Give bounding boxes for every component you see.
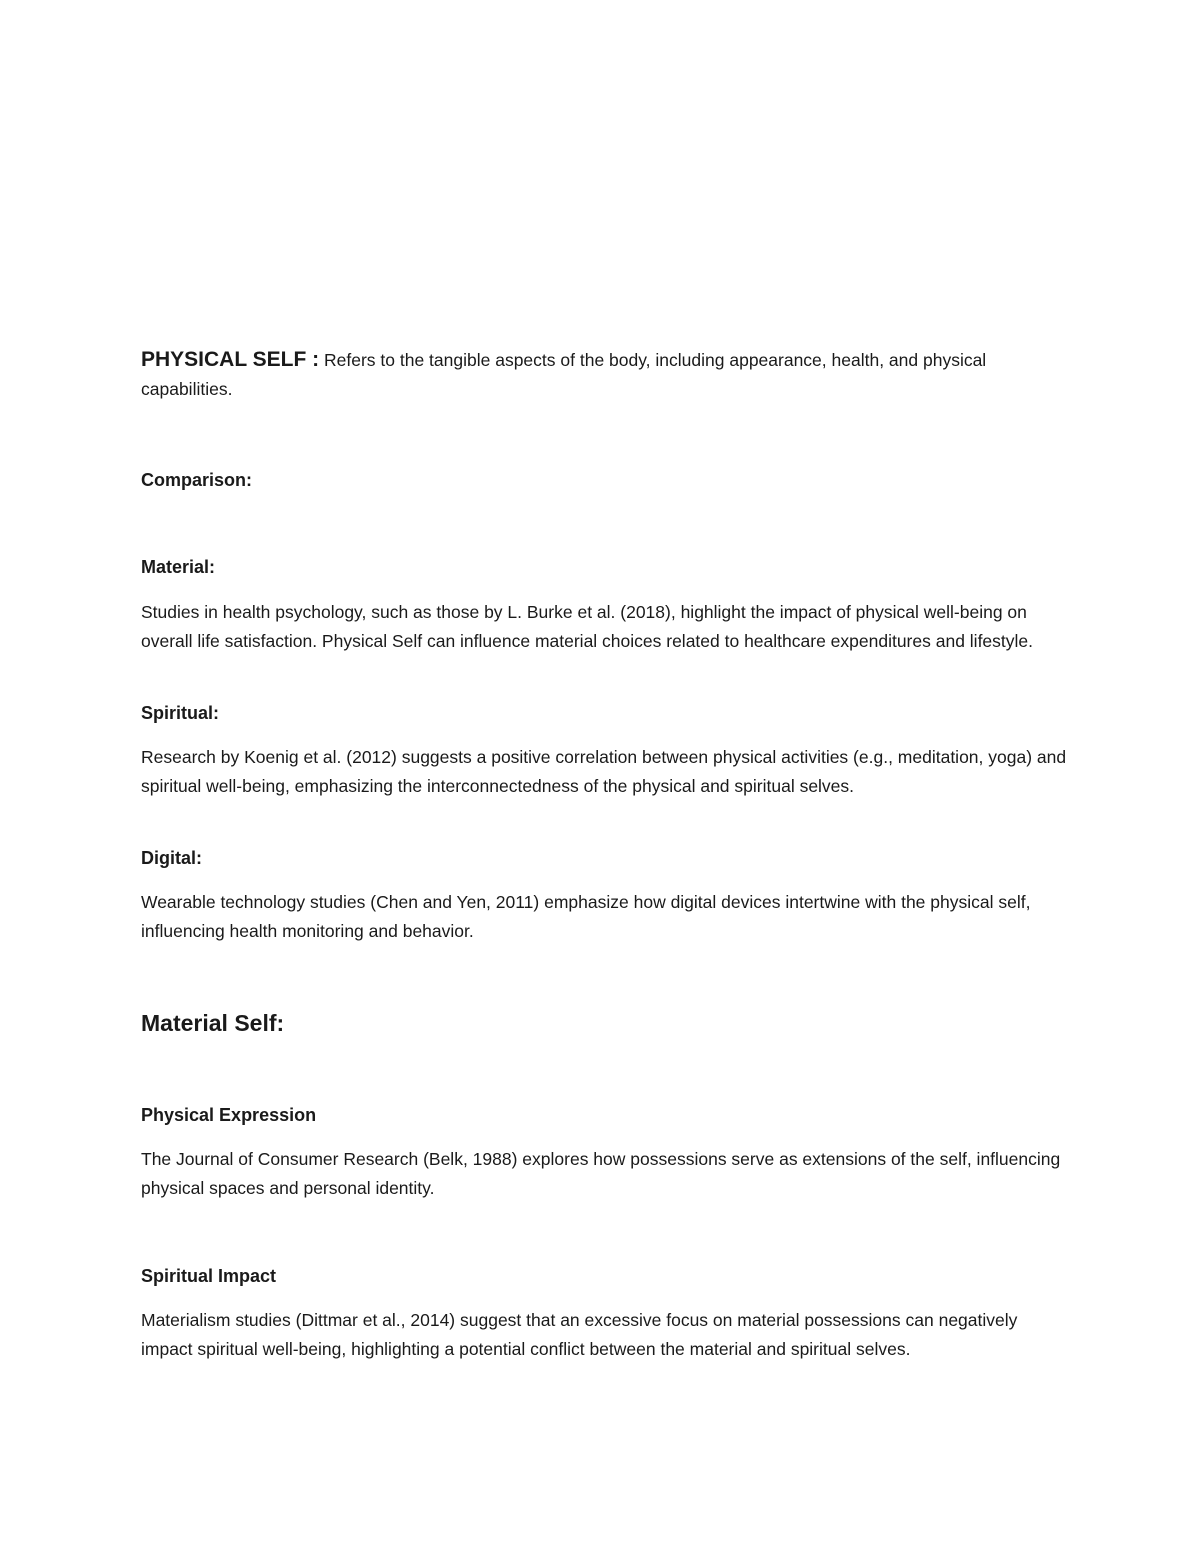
material-self-title-block bbox=[141, 1008, 1071, 1038]
physical-self-paragraph bbox=[141, 346, 1071, 403]
material-heading: Material: bbox=[141, 557, 216, 577]
physical-self-intro bbox=[141, 346, 1071, 403]
physical-expression-text-block bbox=[141, 1145, 1071, 1202]
physical-expression-heading: Physical Expression bbox=[141, 1105, 317, 1125]
digital-text-block bbox=[141, 888, 1071, 945]
spiritual-impact-heading: Spiritual Impact bbox=[141, 1266, 277, 1286]
spiritual-text-block bbox=[141, 743, 1071, 800]
physical-self-title: PHYSICAL SELF : bbox=[141, 348, 320, 371]
physical-expression-heading-block bbox=[141, 1101, 1071, 1129]
spiritual-impact-text: Materialism studies (Dittmar et al., 2014) suggest that an excessive focus on material possessions can negatively impact spiritual well-being, highlighting a potential conflict between the material and spiritual selves. bbox=[141, 1310, 1018, 1359]
material-heading-block bbox=[141, 553, 1071, 581]
physical-expression-text: The Journal of Consumer Research (Belk, 1988) explores how possessions serve as extensions of the self, influencing physical spaces and personal identity. bbox=[141, 1149, 1061, 1198]
spiritual-text: Research by Koenig et al. (2012) suggests a positive correlation between physical activities (e.g., meditation, yoga) and spiritual well-being, emphasizing the interconnectedness of the physical and spiritual selves. bbox=[141, 747, 1067, 796]
material-self-title: Material Self: bbox=[141, 1010, 285, 1036]
spiritual-impact-heading-block bbox=[141, 1262, 1071, 1290]
comparison-block bbox=[141, 466, 1071, 494]
digital-text: Wearable technology studies (Chen and Yen, 2011) emphasize how digital devices intertwine with the physical self, influencing health monitoring and behavior. bbox=[141, 892, 1031, 941]
spiritual-impact-text-block bbox=[141, 1306, 1071, 1363]
material-text-block bbox=[141, 598, 1071, 655]
comparison-heading: Comparison: bbox=[141, 470, 253, 490]
spiritual-heading-block bbox=[141, 699, 1071, 727]
digital-heading-block bbox=[141, 844, 1071, 872]
physical-self-definition: Refers to the tangible aspects of the body, including appearance, health, and physical capabilities. bbox=[141, 350, 987, 399]
material-text: Studies in health psychology, such as those by L. Burke et al. (2018), highlight the impact of physical well-being on overall life satisfaction. Physical Self can influence material choices related to healthcare expenditures and lifestyle. bbox=[141, 602, 1034, 651]
spiritual-heading: Spiritual: bbox=[141, 703, 220, 723]
digital-heading: Digital: bbox=[141, 848, 202, 868]
